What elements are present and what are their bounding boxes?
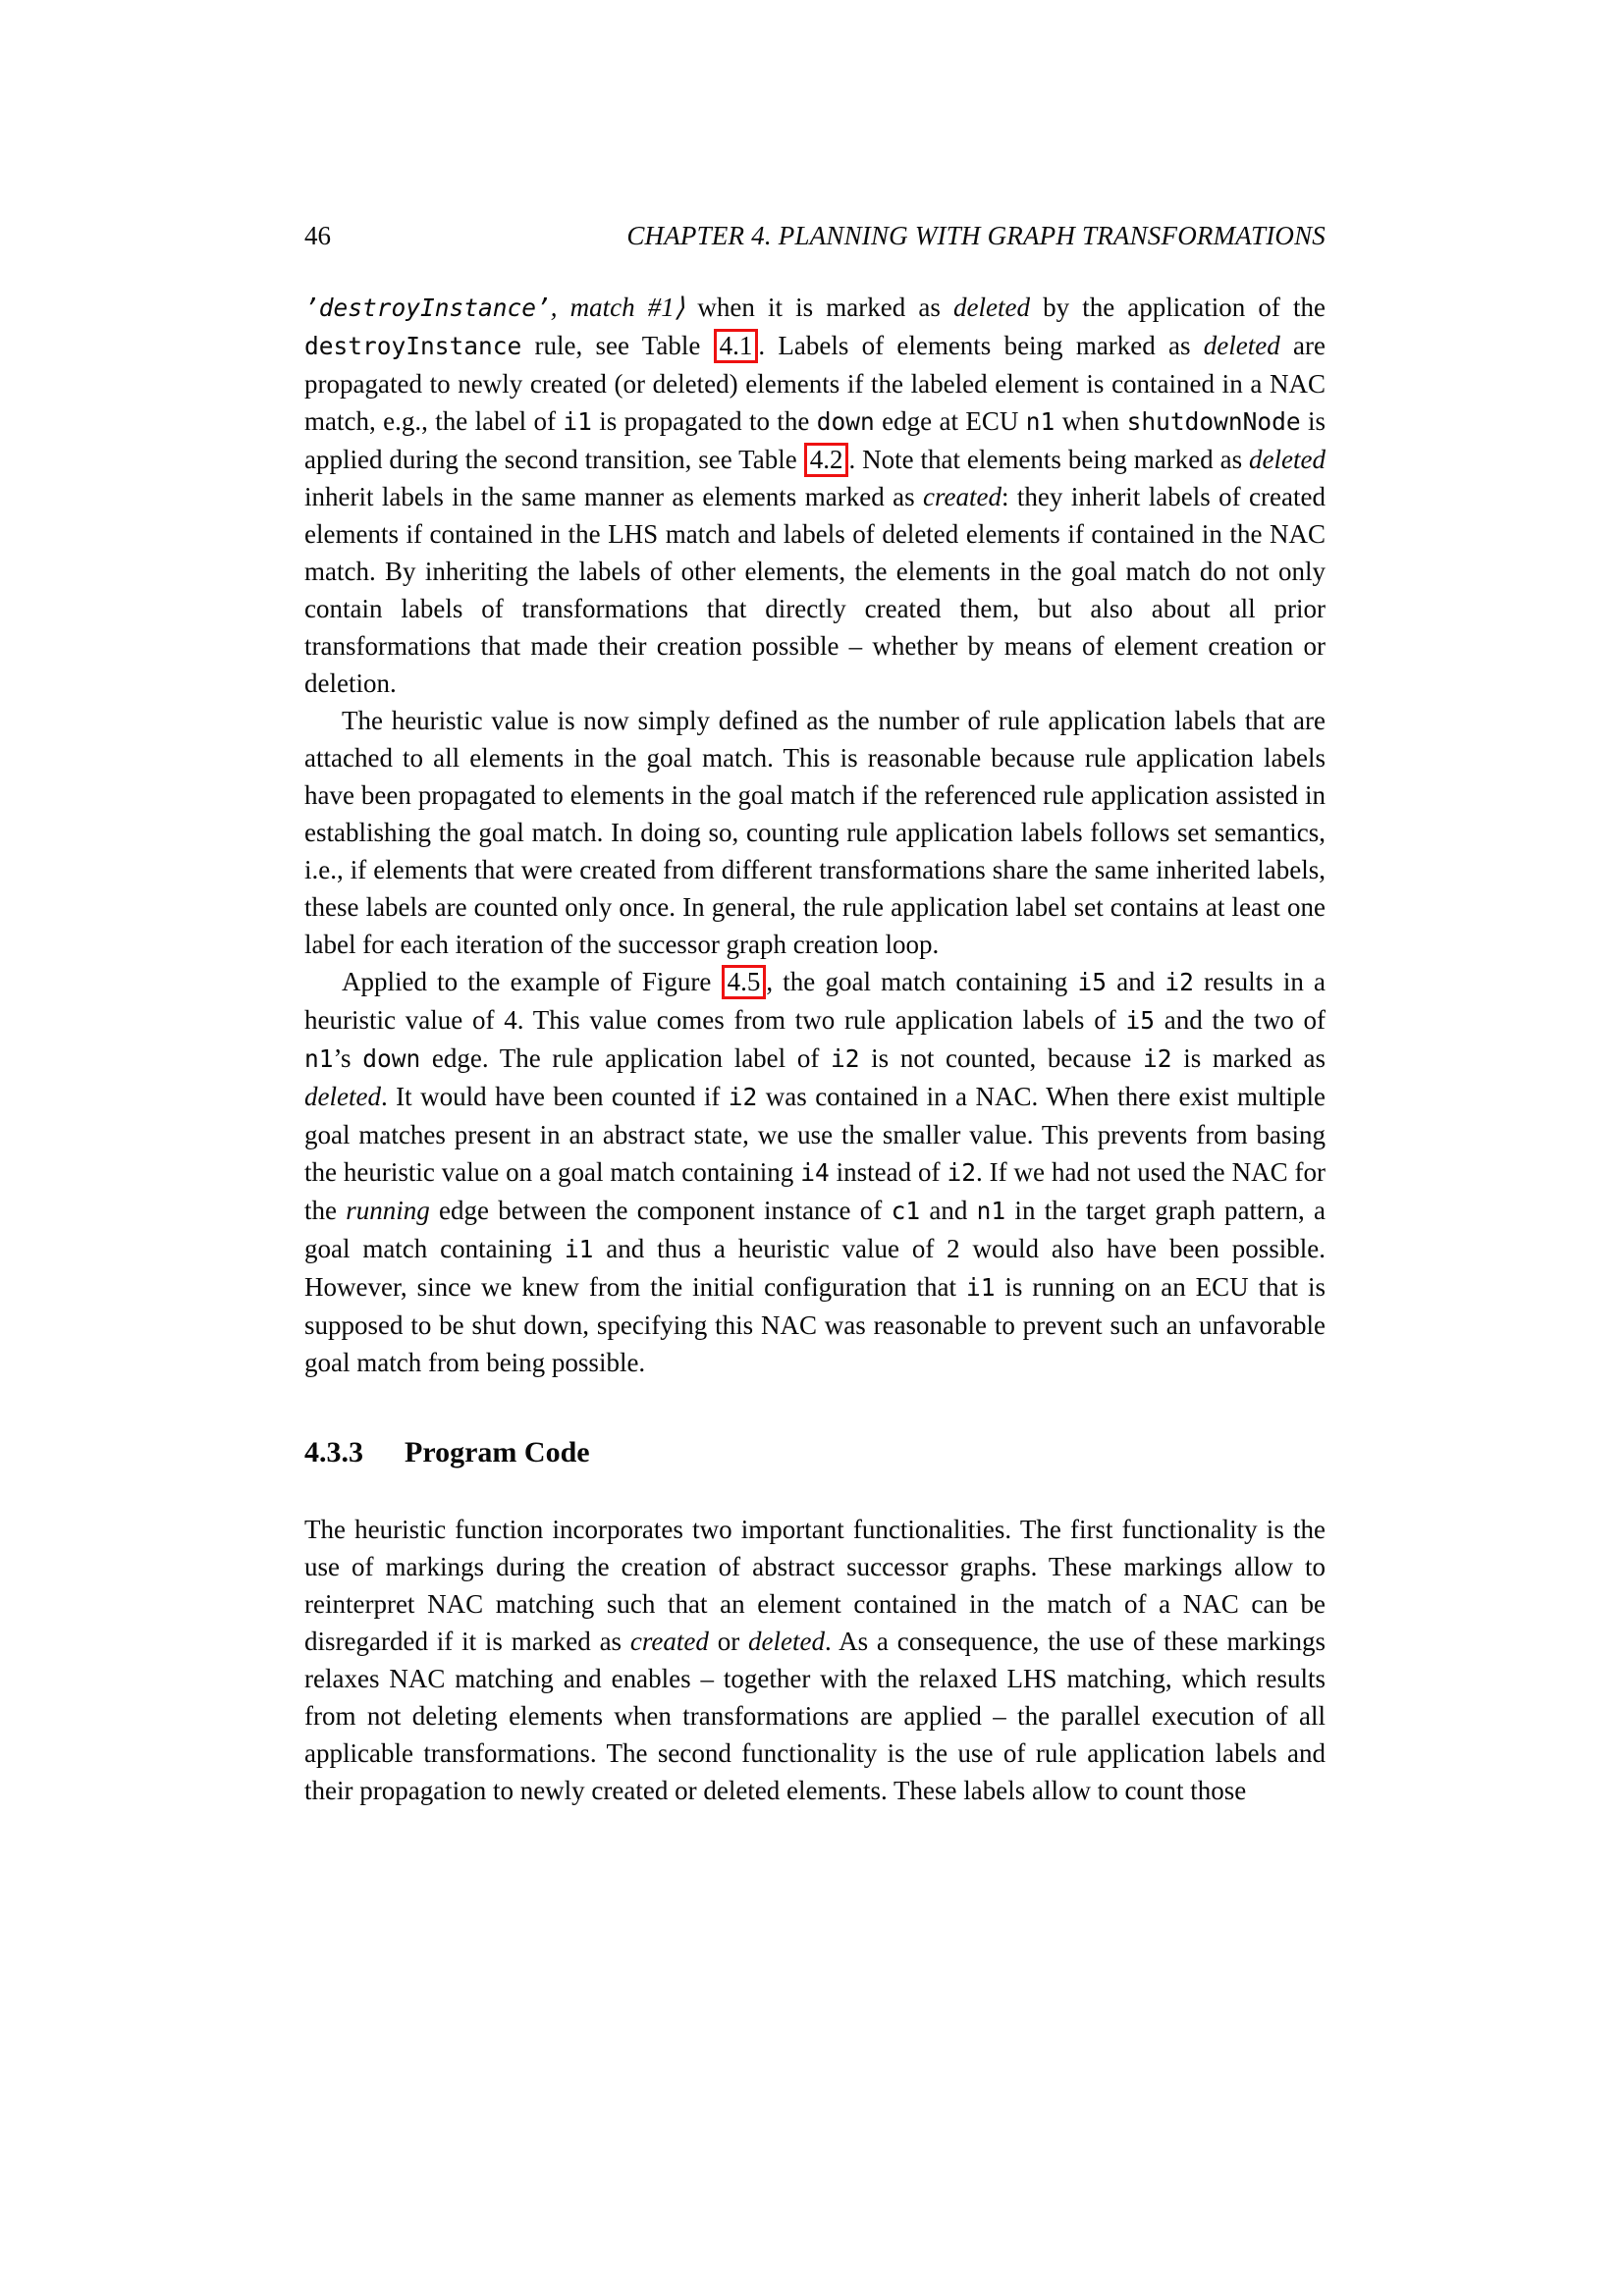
text-segment: i2: [728, 1083, 758, 1111]
paragraph-program-code-intro: [304, 1511, 1326, 1809]
running-head: [304, 220, 1326, 251]
text-segment: deleted: [952, 293, 1030, 322]
cross-reference-link[interactable]: 4.5: [722, 965, 767, 999]
cross-reference-link[interactable]: 4.1: [714, 329, 759, 363]
section-title: Program Code: [405, 1436, 590, 1468]
text-segment: shutdownNode: [1126, 407, 1301, 436]
text-segment: n1: [304, 1044, 334, 1073]
text-segment: edge at ECU: [874, 406, 1026, 436]
text-segment: down: [362, 1044, 421, 1073]
text-segment: is running on an ECU that is supposed to be shut down, specifying this NAC was reasonable to prevent such an unfavorable goal match from being possible.: [304, 1272, 1326, 1377]
text-segment: Applied to the example of Figure: [342, 967, 722, 996]
text-segment: , the goal match containing: [766, 967, 1078, 996]
text-segment: down: [816, 407, 875, 436]
text-segment: deleted: [304, 1082, 381, 1111]
text-segment: . As a consequence, the use of these markings relaxes NAC matching and enables – together with the relaxed LHS matching, which results from not deleting elements when transformations are applied – the parallel execution of all applicable transformations. The second functionality is the use of rule application labels and their propagation to newly created or deleted elements. These labels allow to count those: [304, 1627, 1326, 1805]
running-head-chapter-title: CHAPTER 4. PLANNING WITH GRAPH TRANSFORMATIONS: [626, 221, 1326, 250]
text-segment: edge between the component instance of: [429, 1196, 892, 1225]
text-segment: inherit labels in the same manner as elements marked as: [304, 482, 924, 511]
text-segment: is not counted, because: [859, 1043, 1144, 1073]
text-segment: deleted: [748, 1627, 825, 1656]
text-segment: is marked as: [1171, 1043, 1326, 1073]
text-segment: deleted: [1249, 445, 1326, 474]
text-segment: ’s: [333, 1043, 363, 1073]
text-segment: and: [920, 1196, 977, 1225]
text-segment: instead of: [829, 1157, 947, 1187]
text-segment: i1: [965, 1273, 996, 1302]
text-segment: and thus a heuristic value of 2 would also have been possible. However, since we knew from the initial configuration that: [304, 1234, 1326, 1302]
text-segment: i2: [1164, 968, 1194, 996]
page-number: 46: [304, 221, 331, 250]
section-number: 4.3.3: [304, 1436, 363, 1468]
text-segment: i2: [830, 1044, 860, 1073]
text-segment: i5: [1125, 1006, 1155, 1035]
text-segment: is applied during the second transition, see Table: [304, 406, 1326, 474]
section-heading: [304, 1434, 1326, 1471]
text-segment: when: [1055, 406, 1127, 436]
page-body: [304, 289, 1326, 1809]
text-segment: running: [346, 1196, 430, 1225]
text-segment: n1: [1025, 407, 1056, 436]
text-segment: : they inherit labels of created elements if contained in the LHS match and labels of deleted elements if contained in the NAC match. By inheriting the labels of other elements, the elements in the goal match do not only contain labels of transformations that directly created them, but also about all prior transformations that made their creation possible – whether by means of element creation or deletion.: [304, 482, 1326, 698]
text-segment: n1: [976, 1197, 1006, 1225]
text-segment: and the two of: [1154, 1005, 1326, 1035]
cross-reference-link[interactable]: 4.2: [804, 443, 849, 477]
text-segment: and: [1107, 967, 1165, 996]
text-segment: i2: [1143, 1044, 1172, 1073]
text-segment: c1: [891, 1197, 921, 1225]
text-segment: . It would have been counted if: [380, 1082, 729, 1111]
paragraph-example-application: [304, 963, 1326, 1381]
text-segment: by the application of the: [1029, 293, 1326, 322]
text-segment: created: [923, 482, 1001, 511]
text-segment: . If we had not used the NAC for the: [304, 1157, 1326, 1225]
text-segment: . Note that elements being marked as: [848, 445, 1250, 474]
text-segment: rule, see Table: [521, 331, 714, 360]
paragraph-heuristic-value: [304, 702, 1326, 963]
text-segment: deleted: [1203, 331, 1280, 360]
text-segment: was contained in a NAC. When there exist multiple goal matches present in an abstract state, we use the smaller value. This prevents from basing the heuristic value on a goal match containing: [304, 1082, 1326, 1187]
text-segment: i5: [1077, 968, 1108, 996]
text-segment: , match #1⟩: [550, 293, 685, 322]
text-segment: The heuristic function incorporates two important functionalities. The first functionality is the use of markings during the creation of abstract successor graphs. These markings allow to reinterpret NAC matching such that an element contained in the match of a NAC can be disregarded if it is marked as: [304, 1515, 1326, 1656]
text-segment: is propagated to the: [591, 406, 817, 436]
text-segment: are propagated to newly created (or deleted) elements if the labeled element is contained in a NAC match, e.g., the label of: [304, 331, 1326, 436]
text-segment: i1: [564, 1235, 594, 1263]
paragraph-label-propagation: [304, 289, 1326, 702]
text-segment: created: [629, 1627, 709, 1656]
text-segment: i2: [947, 1158, 976, 1187]
text-segment: . Labels of elements being marked as: [758, 331, 1204, 360]
text-segment: destroyInstance: [304, 332, 522, 360]
text-segment: The heuristic value is now simply defined as the number of rule application labels that are attached to all elements in the goal match. This is reasonable because rule application labels have been propagated to elements in the goal match if the referenced rule application assisted in establishing the goal match. In doing so, counting rule application labels follows set semantics, i.e., if elements that were created from different transformations share the same inherited labels, these labels are counted only once. In general, the rule application label set contains at least one label for each iteration of the successor graph creation loop.: [304, 706, 1326, 959]
text-segment: or: [708, 1627, 749, 1656]
text-segment: i4: [800, 1158, 830, 1187]
text-segment: ’destroyInstance’: [304, 294, 551, 322]
text-segment: in the target graph pattern, a goal match containing: [304, 1196, 1326, 1263]
text-segment: when it is marked as: [684, 293, 953, 322]
text-segment: i1: [563, 407, 592, 436]
text-segment: results in a heuristic value of 4. This value comes from two rule application labels of: [304, 967, 1326, 1035]
text-segment: edge. The rule application label of: [420, 1043, 831, 1073]
